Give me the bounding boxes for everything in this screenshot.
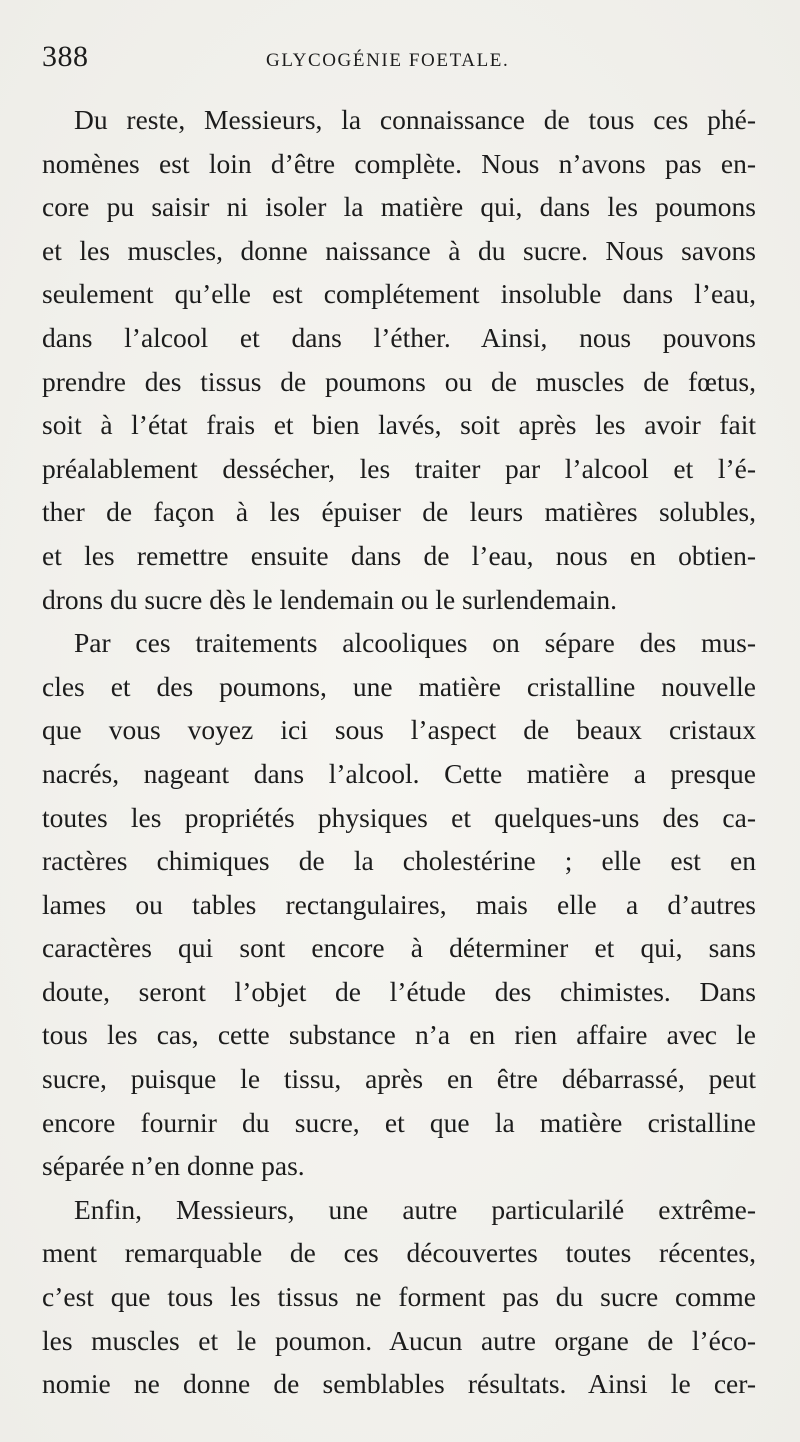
text-line: dans l’alcool et dans l’éther. Ainsi, nous pouvons [42, 321, 756, 353]
text-line: ther de façon à les épuiser de leurs matières solubles, [42, 496, 756, 528]
text-line: drons du sucre dès le lendemain ou le surlendemain. [42, 583, 618, 615]
text-line: lames ou tables rectangulaires, mais elle a d’autres [42, 888, 756, 920]
text-line: cles et des poumons, une matière cristalline nouvelle [42, 670, 756, 702]
text-line: ment remarquable de ces découvertes toutes récentes, [42, 1237, 756, 1269]
text-line: nacrés, nageant dans l’alcool. Cette matière a presque [42, 757, 756, 789]
text-line: doute, seront l’objet de l’étude des chimistes. Dans [42, 975, 756, 1007]
text-line: caractères qui sont encore à déterminer et qui, sans [42, 932, 756, 964]
text-line: les muscles et le poumon. Aucun autre organe de l’éco- [42, 1324, 756, 1356]
text-line: encore fournir du sucre, et que la matière cristalline [42, 1106, 756, 1138]
text-line: tous les cas, cette substance n’a en rien affaire avec le [42, 1019, 756, 1051]
text-line: Enfin, Messieurs, une autre particularilé extrême- [74, 1193, 756, 1225]
text-line: préalablement dessécher, les traiter par l’alcool et l’é- [42, 452, 756, 484]
page-header [42, 40, 754, 80]
text-line: core pu saisir ni isoler la matière qui, dans les poumons [42, 191, 756, 223]
text-line: nomènes est loin d’être complète. Nous n’avons pas en- [42, 147, 756, 179]
text-line: sucre, puisque le tissu, après en être débarrassé, peut [42, 1063, 756, 1095]
text-line: toutes les propriétés physiques et quelques-uns des ca- [42, 801, 756, 833]
text-line: Par ces traitements alcooliques on sépare des mus- [74, 627, 756, 659]
text-line: soit à l’état frais et bien lavés, soit après les avoir fait [42, 409, 756, 441]
text-line: Du reste, Messieurs, la connaissance de tous ces phé- [74, 104, 756, 135]
body-text [42, 98, 756, 1406]
text-line: ractères chimiques de la cholestérine ; elle est en [42, 845, 756, 877]
text-line: et les muscles, donne naissance à du sucre. Nous savons [42, 234, 756, 266]
text-line: prendre des tissus de poumons ou de muscles de fœtus, [42, 365, 756, 397]
page-number: 388 [42, 40, 89, 73]
text-line: seulement qu’elle est complétement insoluble dans l’eau, [42, 278, 756, 310]
running-title: GLYCOGÉNIE FOETALE. [266, 50, 510, 71]
text-line: c’est que tous les tissus ne forment pas du sucre comme [42, 1281, 756, 1313]
text-line: et les remettre ensuite dans de l’eau, nous en obtien- [42, 539, 756, 571]
text-line: nomie ne donne de semblables résultats. Ainsi le cer- [42, 1368, 756, 1400]
text-line: que vous voyez ici sous l’aspect de beaux cristaux [42, 714, 756, 746]
text-line: séparée n’en donne pas. [42, 1150, 305, 1182]
